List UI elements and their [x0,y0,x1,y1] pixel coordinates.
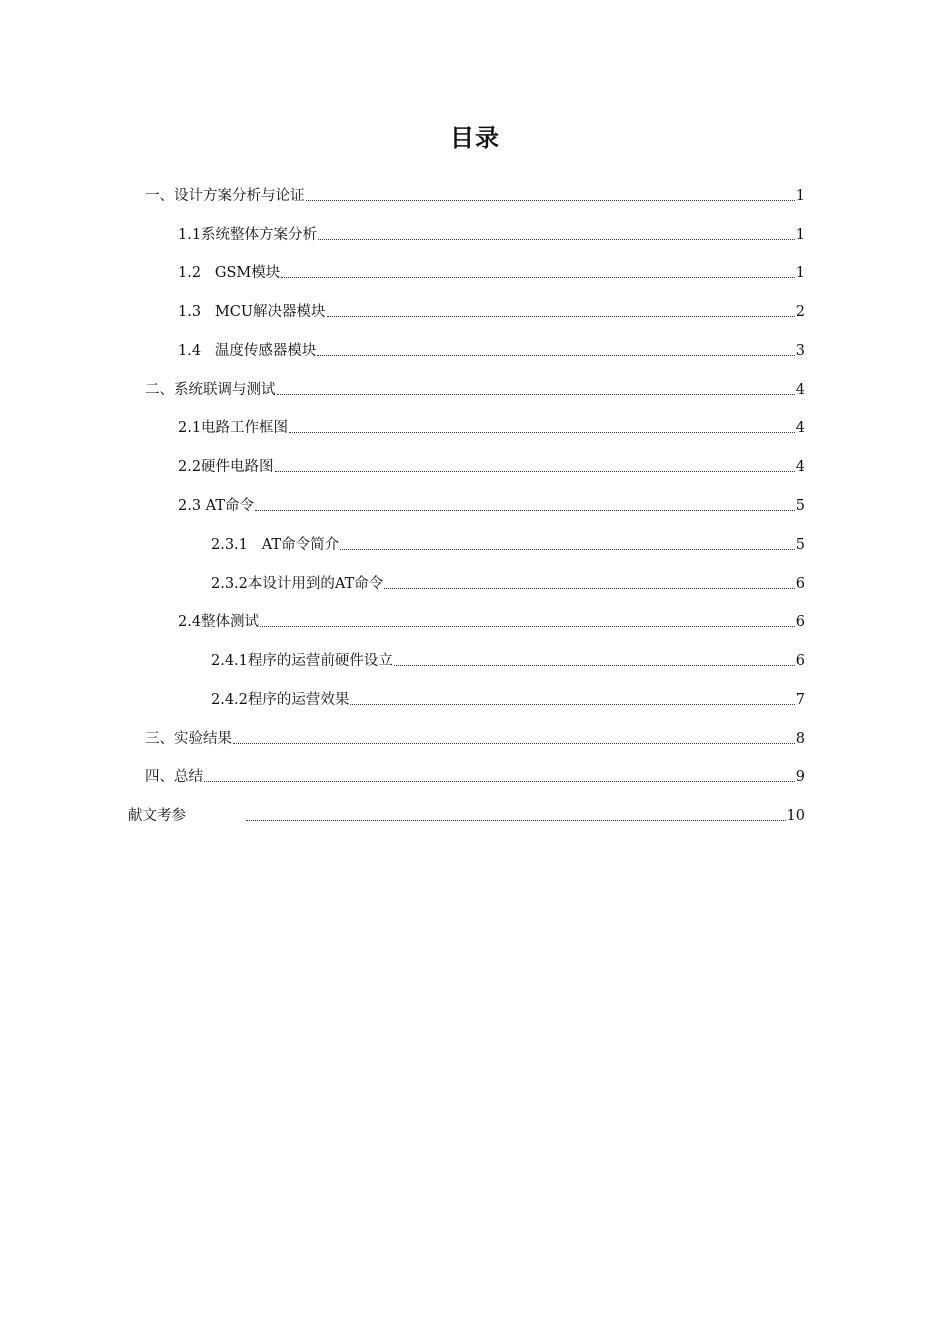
toc-page-number: 6 [795,614,805,630]
toc-page-number: 4 [795,420,805,436]
dot-leader [204,781,795,782]
toc-page-number: 8 [795,731,805,747]
toc-page-number: 4 [795,459,805,475]
toc-page-number: 3 [795,343,805,359]
toc-entry[interactable] [211,568,805,594]
dot-leader [350,704,794,705]
dot-leader [233,743,795,744]
dot-leader [384,588,795,589]
toc-page-number: 2 [795,304,805,320]
toc-entry[interactable] [178,412,805,438]
toc-page-number: 9 [795,769,805,785]
dot-leader [306,200,795,201]
toc-entry[interactable] [178,335,805,361]
toc-entry[interactable] [211,529,805,555]
toc-entry-label: 1.1系统整体方案分析 [178,227,318,243]
toc-entry[interactable] [145,761,805,787]
toc-entry-label: 三、实验结果 [145,731,232,747]
toc-entry-label: 2.3.2本设计用到的AT命令 [211,576,384,592]
toc-entry-label: 四、总结 [145,769,203,785]
dot-leader [260,626,795,627]
toc-entry-label: 2.4.1程序的运营前硬件设立 [211,653,393,669]
toc-page-number: 7 [795,692,805,708]
dot-leader [340,549,795,550]
dot-leader [327,316,795,317]
toc-entry-label: 2.3.1 AT命令简介 [211,537,340,553]
dot-leader [277,394,795,395]
toc-entry[interactable] [145,180,805,206]
toc-page-number: 1 [795,265,805,281]
toc-entry[interactable] [178,219,805,245]
toc-entry-label: 1.3 MCU解决器模块 [178,304,326,320]
toc-entry[interactable] [145,374,805,400]
toc-entry-label: 献文考参 [128,808,186,824]
toc-entry-references[interactable] [128,800,805,826]
toc-entry[interactable] [178,451,805,477]
toc-entry[interactable] [178,296,805,322]
toc-page-number: 5 [795,537,805,553]
dot-leader [281,277,795,278]
toc-entry[interactable] [211,645,805,671]
dot-leader [275,471,795,472]
dot-leader [246,820,786,821]
dot-leader [289,432,795,433]
dot-leader [318,239,795,240]
toc-entry-label: 1.4 温度传感器模块 [178,343,317,359]
dot-leader [394,665,795,666]
toc-page-number: 1 [795,188,805,204]
toc-entry-label: 2.4.2程序的运营效果 [211,692,350,708]
toc-entry-label: 2.3 AT命令 [178,498,255,514]
toc-page-number: 6 [795,653,805,669]
toc-entry-label: 1.2 GSM模块 [178,265,281,281]
toc-entry[interactable] [178,606,805,632]
toc-entry[interactable] [178,257,805,283]
toc-page-number: 10 [786,808,805,824]
toc-entry-label: 一、设计方案分析与论证 [145,188,305,204]
toc-entry[interactable] [145,723,805,749]
page-title: 目录 [450,124,500,152]
toc-entry-label: 2.1电路工作框图 [178,420,289,436]
toc-entry[interactable] [178,490,805,516]
dot-leader [255,510,795,511]
toc-entry-label: 2.4整体测试 [178,614,260,630]
toc-page-number: 4 [795,382,805,398]
dot-leader [317,355,794,356]
toc-entry-label: 2.2硬件电路图 [178,459,274,475]
toc-page-number: 6 [795,576,805,592]
toc-page-number: 5 [795,498,805,514]
toc-entry-label: 二、系统联调与测试 [145,382,276,398]
toc-entry[interactable] [211,684,805,710]
toc-page-number: 1 [795,227,805,243]
